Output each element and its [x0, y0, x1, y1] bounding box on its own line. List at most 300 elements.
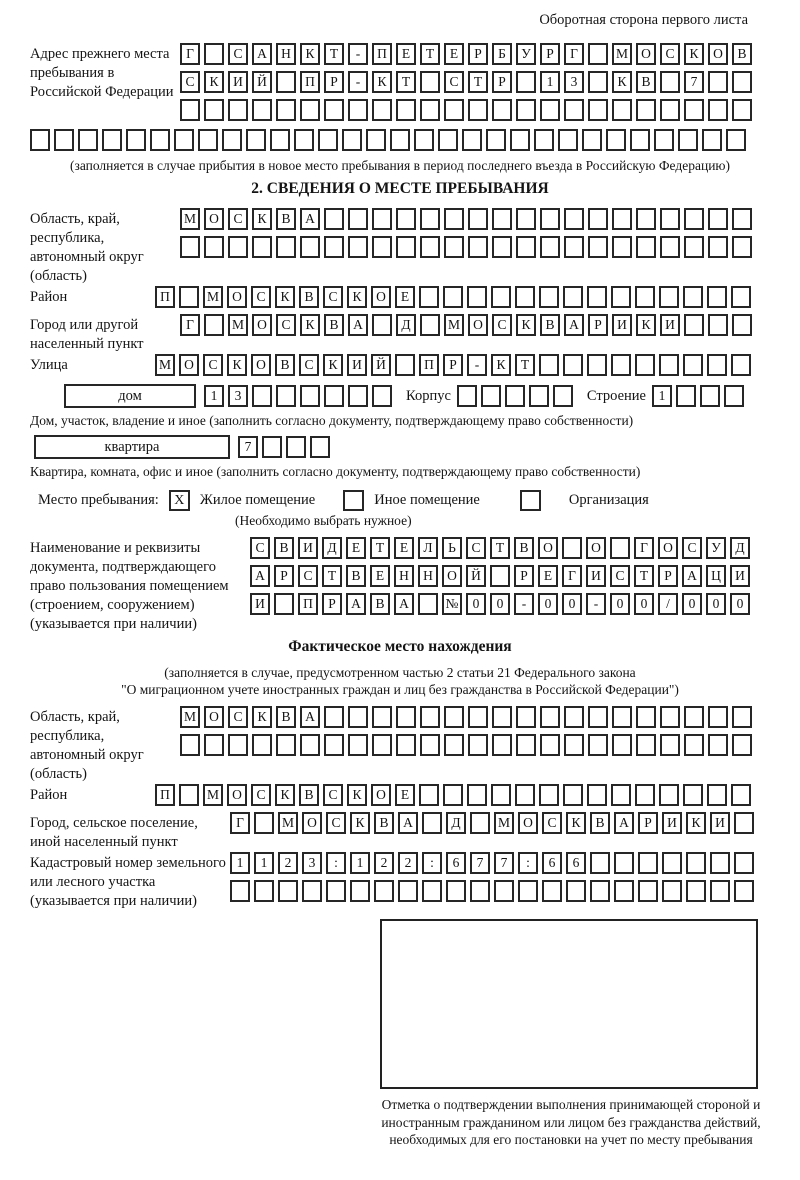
form-cell[interactable]: Г: [564, 43, 584, 65]
form-cell[interactable]: И: [730, 565, 750, 587]
form-cell[interactable]: [708, 734, 728, 756]
form-cell[interactable]: 0: [538, 593, 558, 615]
form-cell[interactable]: [636, 706, 656, 728]
form-cell[interactable]: [78, 129, 98, 151]
form-cell[interactable]: [372, 314, 392, 336]
form-cell[interactable]: 1: [230, 852, 250, 874]
form-cell[interactable]: О: [708, 43, 728, 65]
form-cell[interactable]: К: [227, 354, 247, 376]
form-cell[interactable]: 2: [374, 852, 394, 874]
form-cell[interactable]: [518, 880, 538, 902]
form-cell[interactable]: [420, 706, 440, 728]
form-cell[interactable]: [324, 99, 344, 121]
form-cell[interactable]: [372, 734, 392, 756]
form-cell[interactable]: В: [299, 784, 319, 806]
form-cell[interactable]: [683, 354, 703, 376]
form-cell[interactable]: [228, 236, 248, 258]
form-cell[interactable]: [731, 286, 751, 308]
form-cell[interactable]: [180, 734, 200, 756]
form-cell[interactable]: [468, 236, 488, 258]
form-cell[interactable]: [734, 812, 754, 834]
form-cell[interactable]: С: [251, 784, 271, 806]
form-cell[interactable]: 1: [204, 385, 224, 407]
form-cell[interactable]: [252, 385, 272, 407]
form-cell[interactable]: [419, 286, 439, 308]
form-cell[interactable]: Т: [634, 565, 654, 587]
form-cell[interactable]: [414, 129, 434, 151]
form-cell[interactable]: [490, 565, 510, 587]
form-cell[interactable]: [563, 784, 583, 806]
form-cell[interactable]: [734, 880, 754, 902]
form-cell[interactable]: С: [251, 286, 271, 308]
form-cell[interactable]: К: [686, 812, 706, 834]
form-cell[interactable]: О: [204, 208, 224, 230]
form-cell[interactable]: [300, 236, 320, 258]
form-cell[interactable]: [470, 880, 490, 902]
checkbox-residential[interactable]: X: [169, 490, 190, 511]
form-cell[interactable]: [262, 436, 282, 458]
form-cell[interactable]: [662, 880, 682, 902]
form-cell[interactable]: [539, 286, 559, 308]
form-cell[interactable]: 1: [652, 385, 672, 407]
form-cell[interactable]: О: [636, 43, 656, 65]
form-cell[interactable]: Н: [394, 565, 414, 587]
form-cell[interactable]: [539, 354, 559, 376]
form-cell[interactable]: М: [612, 43, 632, 65]
form-cell[interactable]: [683, 784, 703, 806]
form-cell[interactable]: [708, 314, 728, 336]
form-cell[interactable]: А: [564, 314, 584, 336]
form-cell[interactable]: Й: [252, 71, 272, 93]
form-cell[interactable]: [252, 236, 272, 258]
form-cell[interactable]: -: [348, 71, 368, 93]
form-cell[interactable]: Г: [562, 565, 582, 587]
form-cell[interactable]: С: [228, 43, 248, 65]
form-cell[interactable]: [726, 129, 746, 151]
form-cell[interactable]: -: [514, 593, 534, 615]
form-cell[interactable]: П: [419, 354, 439, 376]
form-cell[interactable]: И: [612, 314, 632, 336]
form-cell[interactable]: [276, 236, 296, 258]
form-cell[interactable]: [444, 99, 464, 121]
form-cell[interactable]: С: [228, 208, 248, 230]
form-cell[interactable]: [179, 286, 199, 308]
checkbox-other-premises[interactable]: [343, 490, 364, 511]
form-cell[interactable]: [422, 812, 442, 834]
form-cell[interactable]: [614, 880, 634, 902]
form-cell[interactable]: [582, 129, 602, 151]
form-cell[interactable]: [481, 385, 501, 407]
form-cell[interactable]: С: [542, 812, 562, 834]
form-cell[interactable]: [588, 71, 608, 93]
form-cell[interactable]: [539, 784, 559, 806]
form-cell[interactable]: С: [228, 706, 248, 728]
form-cell[interactable]: В: [276, 706, 296, 728]
form-cell[interactable]: М: [180, 706, 200, 728]
form-cell[interactable]: [630, 129, 650, 151]
form-cell[interactable]: [390, 129, 410, 151]
form-cell[interactable]: 2: [398, 852, 418, 874]
form-cell[interactable]: [348, 236, 368, 258]
form-cell[interactable]: Р: [540, 43, 560, 65]
form-cell[interactable]: А: [682, 565, 702, 587]
form-cell[interactable]: 2: [278, 852, 298, 874]
form-cell[interactable]: [707, 354, 727, 376]
form-cell[interactable]: [444, 236, 464, 258]
form-cell[interactable]: [254, 812, 274, 834]
form-cell[interactable]: И: [710, 812, 730, 834]
form-cell[interactable]: Ц: [706, 565, 726, 587]
form-cell[interactable]: [564, 208, 584, 230]
form-cell[interactable]: [396, 236, 416, 258]
form-cell[interactable]: [732, 71, 752, 93]
form-cell[interactable]: К: [491, 354, 511, 376]
form-cell[interactable]: [587, 784, 607, 806]
form-cell[interactable]: В: [275, 354, 295, 376]
form-cell[interactable]: [276, 71, 296, 93]
form-cell[interactable]: [710, 852, 730, 874]
form-cell[interactable]: [54, 129, 74, 151]
form-cell[interactable]: [420, 99, 440, 121]
form-cell[interactable]: №: [442, 593, 462, 615]
form-cell[interactable]: [467, 784, 487, 806]
form-cell[interactable]: [684, 314, 704, 336]
form-cell[interactable]: [276, 385, 296, 407]
form-cell[interactable]: [564, 706, 584, 728]
form-cell[interactable]: Д: [322, 537, 342, 559]
form-cell[interactable]: [724, 385, 744, 407]
form-cell[interactable]: [420, 208, 440, 230]
form-cell[interactable]: [180, 99, 200, 121]
form-cell[interactable]: Р: [638, 812, 658, 834]
form-cell[interactable]: В: [370, 593, 390, 615]
form-cell[interactable]: В: [324, 314, 344, 336]
form-cell[interactable]: О: [371, 784, 391, 806]
form-cell[interactable]: [491, 784, 511, 806]
form-cell[interactable]: П: [155, 784, 175, 806]
form-cell[interactable]: [324, 208, 344, 230]
form-cell[interactable]: А: [300, 706, 320, 728]
form-cell[interactable]: [348, 385, 368, 407]
form-cell[interactable]: [612, 706, 632, 728]
form-cell[interactable]: С: [466, 537, 486, 559]
form-cell[interactable]: [276, 734, 296, 756]
form-cell[interactable]: А: [250, 565, 270, 587]
checkbox-organization[interactable]: [520, 490, 541, 511]
form-cell[interactable]: К: [347, 286, 367, 308]
form-cell[interactable]: [278, 880, 298, 902]
form-cell[interactable]: [654, 129, 674, 151]
form-cell[interactable]: [492, 208, 512, 230]
form-cell[interactable]: Т: [490, 537, 510, 559]
form-cell[interactable]: [638, 852, 658, 874]
form-cell[interactable]: [468, 99, 488, 121]
form-cell[interactable]: [204, 236, 224, 258]
form-cell[interactable]: [420, 314, 440, 336]
form-cell[interactable]: Т: [370, 537, 390, 559]
form-cell[interactable]: [540, 706, 560, 728]
form-cell[interactable]: [395, 354, 415, 376]
form-cell[interactable]: Е: [346, 537, 366, 559]
form-cell[interactable]: /: [658, 593, 678, 615]
form-cell[interactable]: О: [371, 286, 391, 308]
form-cell[interactable]: Е: [394, 537, 414, 559]
form-cell[interactable]: К: [323, 354, 343, 376]
form-cell[interactable]: [612, 236, 632, 258]
form-cell[interactable]: [300, 99, 320, 121]
form-cell[interactable]: [529, 385, 549, 407]
form-cell[interactable]: 0: [562, 593, 582, 615]
form-cell[interactable]: [683, 286, 703, 308]
form-cell[interactable]: В: [540, 314, 560, 336]
form-cell[interactable]: И: [347, 354, 367, 376]
form-cell[interactable]: [300, 385, 320, 407]
form-cell[interactable]: К: [636, 314, 656, 336]
form-cell[interactable]: [462, 129, 482, 151]
form-cell[interactable]: [732, 314, 752, 336]
form-cell[interactable]: [324, 706, 344, 728]
form-cell[interactable]: 1: [254, 852, 274, 874]
form-cell[interactable]: [660, 236, 680, 258]
form-cell[interactable]: [590, 880, 610, 902]
form-cell[interactable]: [470, 812, 490, 834]
form-cell[interactable]: [515, 784, 535, 806]
form-cell[interactable]: [446, 880, 466, 902]
apartment-box[interactable]: квартира: [34, 435, 230, 459]
form-cell[interactable]: Р: [468, 43, 488, 65]
form-cell[interactable]: [422, 880, 442, 902]
form-cell[interactable]: Т: [324, 43, 344, 65]
form-cell[interactable]: О: [251, 354, 271, 376]
form-cell[interactable]: У: [516, 43, 536, 65]
form-cell[interactable]: С: [444, 71, 464, 93]
form-cell[interactable]: [420, 71, 440, 93]
form-cell[interactable]: [505, 385, 525, 407]
form-cell[interactable]: [708, 208, 728, 230]
form-cell[interactable]: Л: [418, 537, 438, 559]
form-cell[interactable]: [516, 71, 536, 93]
form-cell[interactable]: Ь: [442, 537, 462, 559]
form-cell[interactable]: К: [275, 286, 295, 308]
form-cell[interactable]: [562, 537, 582, 559]
form-cell[interactable]: [635, 784, 655, 806]
form-cell[interactable]: К: [252, 706, 272, 728]
form-cell[interactable]: 7: [494, 852, 514, 874]
form-cell[interactable]: [348, 208, 368, 230]
form-cell[interactable]: 0: [466, 593, 486, 615]
form-cell[interactable]: Р: [324, 71, 344, 93]
form-cell[interactable]: О: [227, 286, 247, 308]
form-cell[interactable]: [492, 99, 512, 121]
form-cell[interactable]: [350, 880, 370, 902]
form-cell[interactable]: [684, 706, 704, 728]
form-cell[interactable]: [396, 706, 416, 728]
form-cell[interactable]: [222, 129, 242, 151]
form-cell[interactable]: Р: [274, 565, 294, 587]
form-cell[interactable]: [438, 129, 458, 151]
form-cell[interactable]: Т: [420, 43, 440, 65]
form-cell[interactable]: Е: [370, 565, 390, 587]
form-cell[interactable]: Г: [634, 537, 654, 559]
form-cell[interactable]: [636, 208, 656, 230]
form-cell[interactable]: Н: [276, 43, 296, 65]
form-cell[interactable]: [611, 286, 631, 308]
form-cell[interactable]: Н: [418, 565, 438, 587]
form-cell[interactable]: [174, 129, 194, 151]
form-cell[interactable]: [467, 286, 487, 308]
form-cell[interactable]: [494, 880, 514, 902]
form-cell[interactable]: [659, 354, 679, 376]
form-cell[interactable]: В: [732, 43, 752, 65]
form-cell[interactable]: [228, 99, 248, 121]
form-cell[interactable]: [684, 99, 704, 121]
form-cell[interactable]: О: [658, 537, 678, 559]
form-cell[interactable]: [457, 385, 477, 407]
form-cell[interactable]: [708, 99, 728, 121]
form-cell[interactable]: [678, 129, 698, 151]
form-cell[interactable]: [492, 734, 512, 756]
form-cell[interactable]: [302, 880, 322, 902]
form-cell[interactable]: [684, 734, 704, 756]
form-cell[interactable]: [198, 129, 218, 151]
form-cell[interactable]: [254, 880, 274, 902]
form-cell[interactable]: [636, 99, 656, 121]
form-cell[interactable]: [660, 99, 680, 121]
form-cell[interactable]: [204, 734, 224, 756]
form-cell[interactable]: О: [252, 314, 272, 336]
form-cell[interactable]: К: [516, 314, 536, 336]
form-cell[interactable]: [372, 208, 392, 230]
form-cell[interactable]: [732, 706, 752, 728]
form-cell[interactable]: В: [636, 71, 656, 93]
form-cell[interactable]: [180, 236, 200, 258]
form-cell[interactable]: А: [614, 812, 634, 834]
form-cell[interactable]: Г: [180, 43, 200, 65]
form-cell[interactable]: [372, 706, 392, 728]
form-cell[interactable]: [444, 706, 464, 728]
form-cell[interactable]: К: [684, 43, 704, 65]
form-cell[interactable]: О: [468, 314, 488, 336]
form-cell[interactable]: [420, 734, 440, 756]
form-cell[interactable]: М: [278, 812, 298, 834]
form-cell[interactable]: У: [706, 537, 726, 559]
form-cell[interactable]: К: [300, 43, 320, 65]
form-cell[interactable]: О: [204, 706, 224, 728]
form-cell[interactable]: [563, 286, 583, 308]
form-cell[interactable]: [588, 706, 608, 728]
form-cell[interactable]: 0: [730, 593, 750, 615]
form-cell[interactable]: [563, 354, 583, 376]
form-cell[interactable]: [274, 593, 294, 615]
form-cell[interactable]: [542, 880, 562, 902]
form-cell[interactable]: В: [346, 565, 366, 587]
form-cell[interactable]: [126, 129, 146, 151]
form-cell[interactable]: С: [682, 537, 702, 559]
form-cell[interactable]: О: [302, 812, 322, 834]
form-cell[interactable]: [348, 734, 368, 756]
form-cell[interactable]: С: [180, 71, 200, 93]
form-cell[interactable]: [444, 208, 464, 230]
form-cell[interactable]: 6: [446, 852, 466, 874]
form-cell[interactable]: [516, 706, 536, 728]
form-cell[interactable]: [710, 880, 730, 902]
form-cell[interactable]: К: [372, 71, 392, 93]
form-cell[interactable]: Т: [396, 71, 416, 93]
form-cell[interactable]: [732, 734, 752, 756]
form-cell[interactable]: А: [394, 593, 414, 615]
form-cell[interactable]: [516, 208, 536, 230]
form-cell[interactable]: [659, 286, 679, 308]
form-cell[interactable]: [676, 385, 696, 407]
form-cell[interactable]: [707, 784, 727, 806]
form-cell[interactable]: [590, 852, 610, 874]
form-cell[interactable]: 0: [706, 593, 726, 615]
form-cell[interactable]: [612, 734, 632, 756]
form-cell[interactable]: 0: [610, 593, 630, 615]
form-cell[interactable]: [588, 99, 608, 121]
form-cell[interactable]: [611, 354, 631, 376]
form-cell[interactable]: [179, 784, 199, 806]
form-cell[interactable]: Д: [446, 812, 466, 834]
form-cell[interactable]: [510, 129, 530, 151]
form-cell[interactable]: [588, 236, 608, 258]
form-cell[interactable]: 7: [470, 852, 490, 874]
form-cell[interactable]: О: [518, 812, 538, 834]
form-cell[interactable]: [540, 734, 560, 756]
form-cell[interactable]: 7: [238, 436, 258, 458]
form-cell[interactable]: В: [514, 537, 534, 559]
form-cell[interactable]: Р: [514, 565, 534, 587]
form-cell[interactable]: 3: [564, 71, 584, 93]
form-cell[interactable]: [566, 880, 586, 902]
form-cell[interactable]: [150, 129, 170, 151]
form-cell[interactable]: [294, 129, 314, 151]
form-cell[interactable]: [491, 286, 511, 308]
form-cell[interactable]: О: [179, 354, 199, 376]
form-cell[interactable]: [558, 129, 578, 151]
form-cell[interactable]: [418, 593, 438, 615]
form-cell[interactable]: -: [586, 593, 606, 615]
form-cell[interactable]: [684, 208, 704, 230]
form-cell[interactable]: [396, 99, 416, 121]
form-cell[interactable]: 3: [228, 385, 248, 407]
form-cell[interactable]: О: [227, 784, 247, 806]
form-cell[interactable]: С: [298, 565, 318, 587]
form-cell[interactable]: [515, 286, 535, 308]
form-cell[interactable]: [540, 208, 560, 230]
form-cell[interactable]: 6: [542, 852, 562, 874]
form-cell[interactable]: [204, 99, 224, 121]
form-cell[interactable]: И: [228, 71, 248, 93]
form-cell[interactable]: М: [203, 286, 223, 308]
form-cell[interactable]: [702, 129, 722, 151]
form-cell[interactable]: 0: [490, 593, 510, 615]
form-cell[interactable]: О: [538, 537, 558, 559]
form-cell[interactable]: [419, 784, 439, 806]
form-cell[interactable]: М: [494, 812, 514, 834]
form-cell[interactable]: [204, 314, 224, 336]
form-cell[interactable]: 1: [350, 852, 370, 874]
form-cell[interactable]: Е: [395, 784, 415, 806]
form-cell[interactable]: [707, 286, 727, 308]
form-cell[interactable]: [564, 236, 584, 258]
form-cell[interactable]: [734, 852, 754, 874]
form-cell[interactable]: [516, 236, 536, 258]
form-cell[interactable]: :: [422, 852, 442, 874]
form-cell[interactable]: [468, 706, 488, 728]
form-cell[interactable]: [372, 236, 392, 258]
form-cell[interactable]: М: [155, 354, 175, 376]
